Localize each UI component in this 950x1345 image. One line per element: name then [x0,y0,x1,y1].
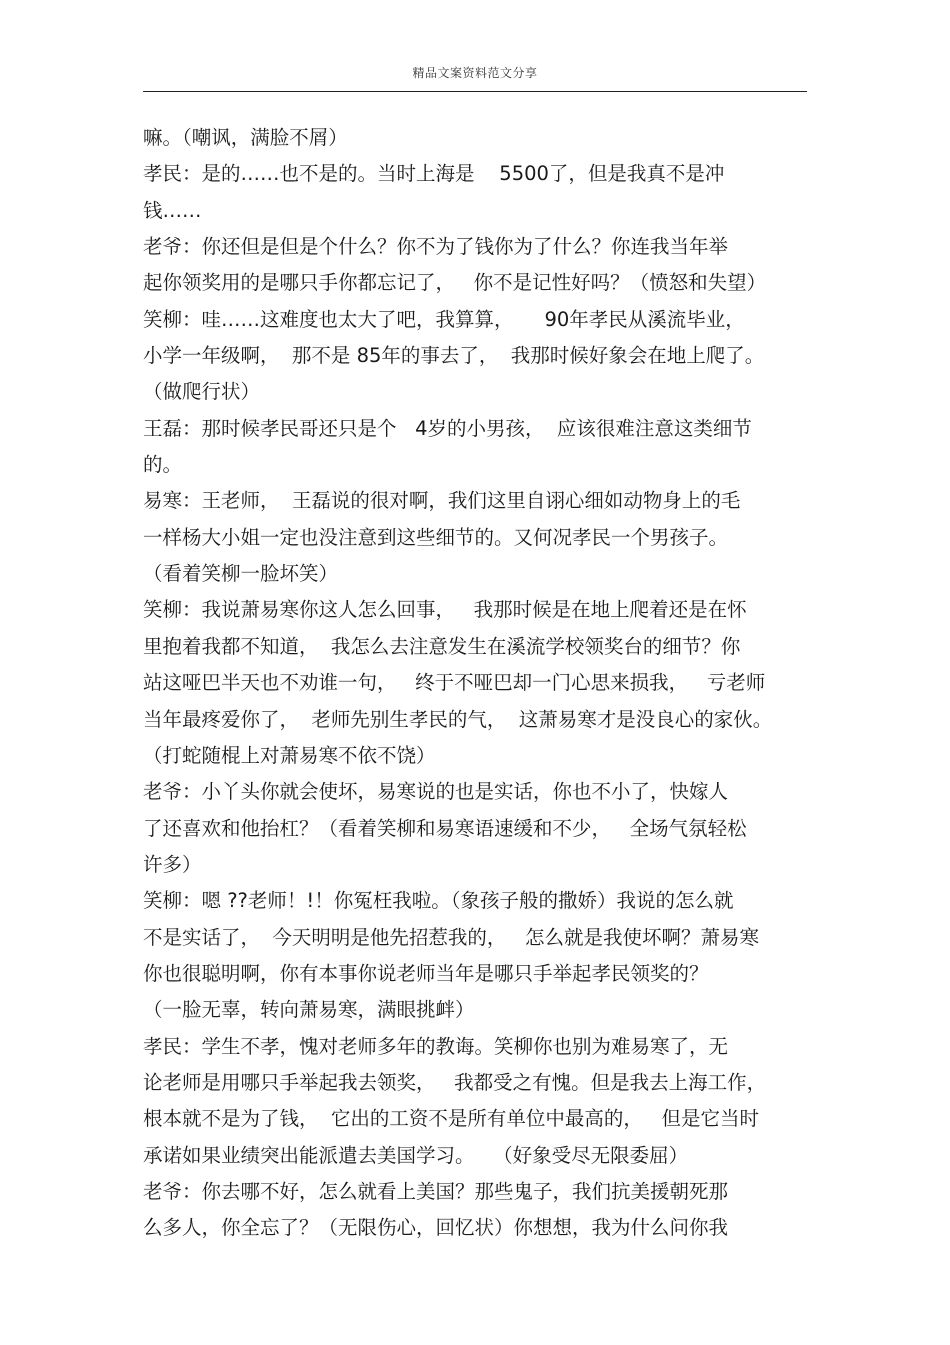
text-line: 不是实话了， 今天明明是他先招惹我的， 怎么就是我使坏啊？萧易寒 [143,925,759,949]
text-line: 笑柳：嗯 ??老师！!！你冤枉我啦。（象孩子般的撒娇）我说的怎么就 [143,889,734,913]
text-line: 小学一年级啊， 那不是 85年的事去了， 我那时候好象会在地上爬了。 [143,344,765,368]
header-divider [143,91,807,92]
text-line: 孝民：是的……也不是的。当时上海是 5500了，但是我真不是冲 [143,162,725,186]
text-line: 站这哑巴半天也不劝谁一句， 终于不哑巴却一门心思来损我， 亏老师 [143,671,766,695]
text-line: 王磊：那时候孝民哥还只是个 4岁的小男孩， 应该很难注意这类细节 [143,416,752,440]
text-line: （看着笑柳一脸坏笑） [143,562,339,586]
text-line: 当年最疼爱你了， 老师先别生孝民的气， 这萧易寒才是没良心的家伙。 [143,707,773,731]
text-line: 许多） [143,852,202,876]
text-line: （打蛇随棍上对萧易寒不依不饶） [143,743,436,767]
page-header: 精品文案资料范文分享 [412,66,538,80]
text-line: 论老师是用哪只手举起我去领奖， 我都受之有愧。但是我去上海工作， [143,1070,767,1094]
text-line: 你也很聪明啊，你有本事你说老师当年是哪只手举起孝民领奖的？ [143,961,709,985]
text-line: 起你领奖用的是哪只手你都忘记了， 你不是记性好吗？（愤怒和失望） [143,271,767,295]
text-line: 笑柳：哇……这难度也太大了吧，我算算， 90年孝民从溪流毕业， [143,307,745,331]
text-line: 笑柳：我说萧易寒你这人怎么回事， 我那时候是在地上爬着还是在怀 [143,598,747,622]
text-line: （一脸无辜，转向萧易寒，满眼挑衅） [143,998,475,1022]
text-line: 嘛。（嘲讽，满脸不屑） [143,126,348,149]
document-body [143,120,823,1247]
text-line: 承诺如果业绩突出能派遣去美国学习。 （好象受尽无限委屈） [143,1143,689,1167]
text-line: 么多人，你全忘了？（无限伤心，回忆状）你想想，我为什么问你我 [143,1216,729,1240]
text-line: 老爷：你还但是但是个什么？你不为了钱你为了什么？你连我当年举 [143,235,729,259]
text-line: （做爬行状） [143,380,261,404]
text-line: 了还喜欢和他抬杠？（看着笑柳和易寒语速缓和不少， 全场气氛轻松 [143,816,747,840]
text-line: 一样杨大小姐一定也没注意到这些细节的。又何况孝民一个男孩子。 [143,525,729,549]
text-line: 里抱着我都不知道， 我怎么去注意发生在溪流学校领奖台的细节？你 [143,634,741,658]
text-line: 根本就不是为了钱， 它出的工资不是所有单位中最高的， 但是它当时 [143,1107,759,1131]
text-line: 老爷：你去哪不好，怎么就看上美国？那些鬼子，我们抗美援朝死那 [143,1179,729,1203]
text-line: 易寒：王老师， 王磊说的很对啊，我们这里自诩心细如动物身上的毛 [143,489,741,513]
text-line: 钱…… [143,198,202,222]
text-line: 孝民：学生不孝，愧对老师多年的教诲。笑柳你也别为难易寒了，无 [143,1034,729,1058]
text-line: 的。 [143,453,183,477]
text-line: 老爷：小丫头你就会使坏，易寒说的也是实话，你也不小了，快嫁人 [143,780,729,804]
